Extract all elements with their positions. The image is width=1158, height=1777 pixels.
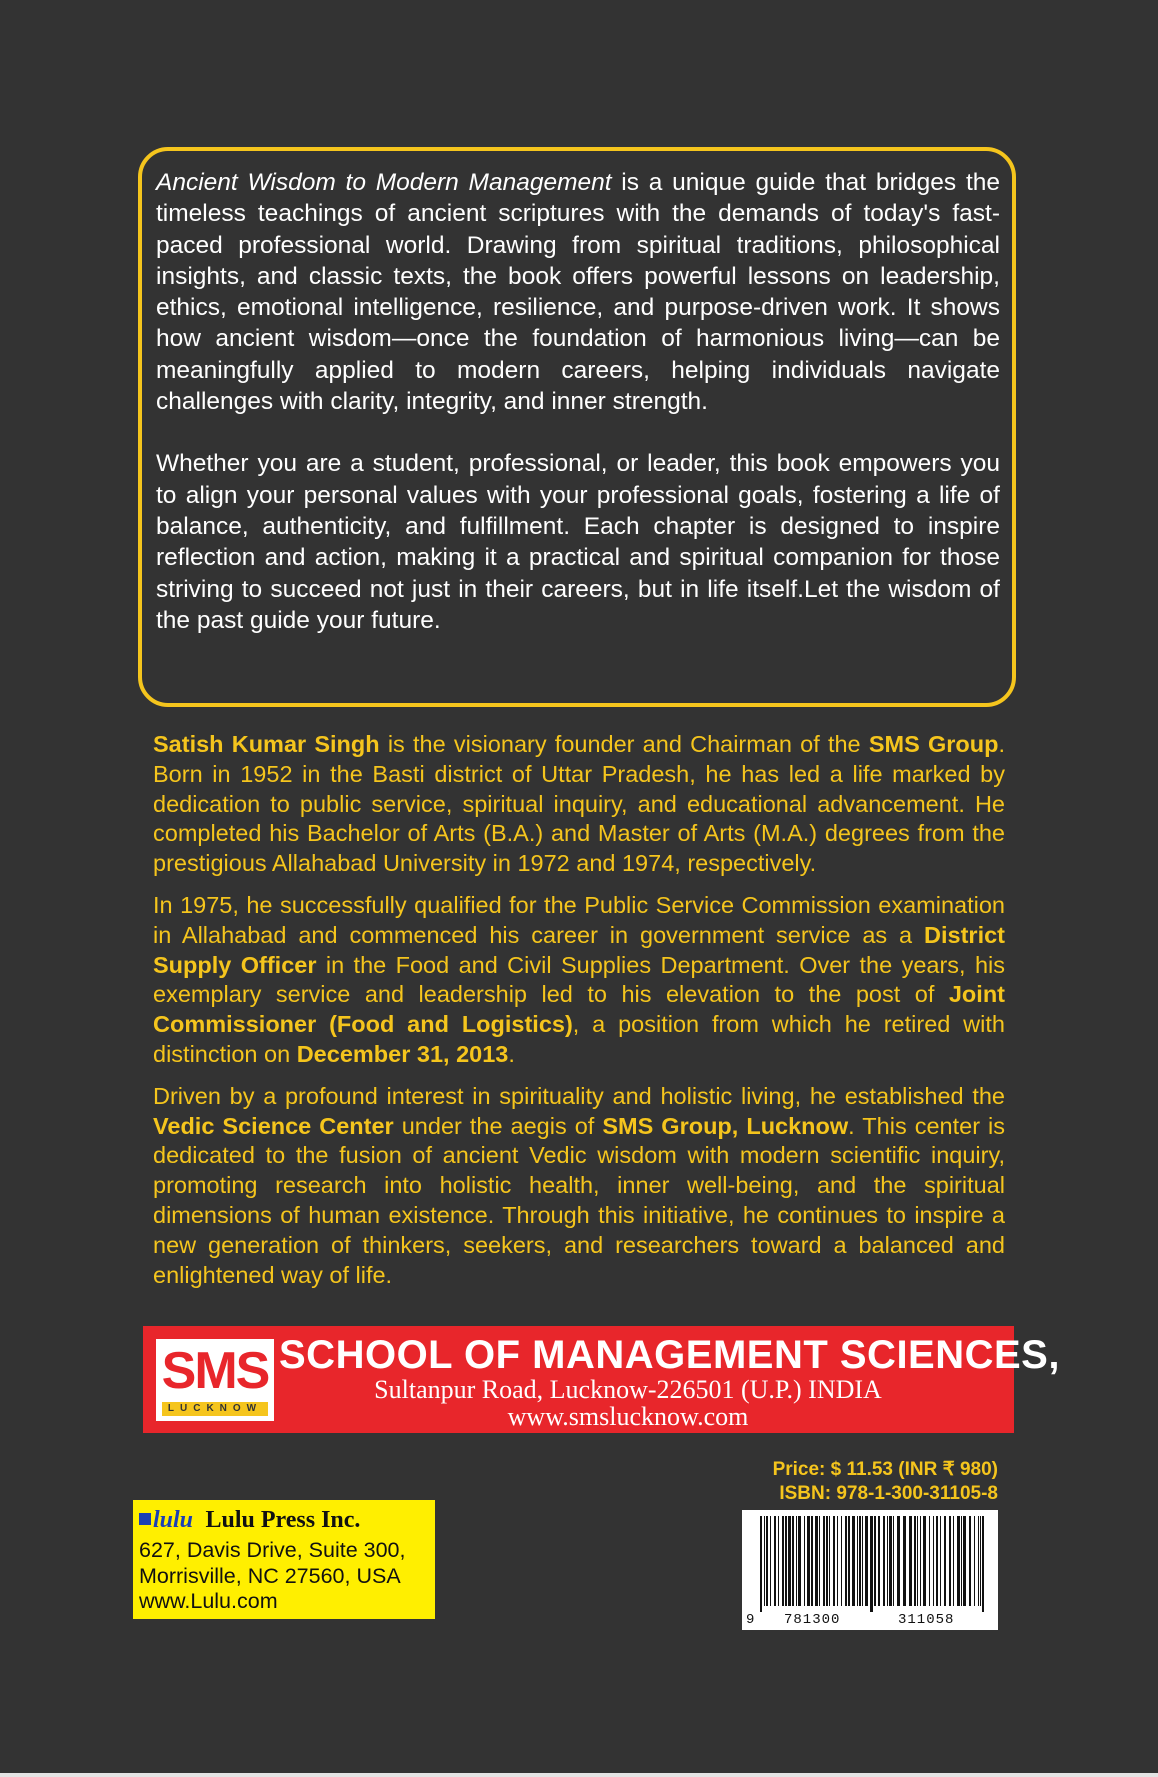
school-address: Sultanpur Road, Lucknow-226501 (U.P.) INDIA (374, 1375, 882, 1404)
bio-highlight: District Supply Officer (153, 921, 1005, 978)
bio-highlight: Joint Commissioner (Food and Logistics) (153, 981, 1005, 1038)
barcode-bar (961, 1516, 962, 1606)
barcode-bar (870, 1516, 873, 1612)
barcode-bar (785, 1516, 787, 1606)
publisher-address-line-1: 627, Davis Drive, Suite 300, (139, 1538, 406, 1562)
bio-text: , a position from which he retired with distinction on (153, 1011, 1005, 1067)
barcode-bar (865, 1516, 868, 1606)
barcode-bar (936, 1516, 938, 1606)
barcode-bar (893, 1516, 894, 1606)
barcode-bar (815, 1516, 818, 1606)
publisher-header (139, 1506, 360, 1536)
barcode-bar (887, 1516, 888, 1606)
lulu-logo-text: lulu (153, 1507, 194, 1533)
lulu-logo-square-icon (139, 1513, 151, 1525)
isbn-barcode (742, 1510, 998, 1630)
isbn-label: ISBN: 978-1-300-31105-8 (779, 1483, 998, 1504)
price-isbn (702, 1458, 998, 1506)
barcode-bar (841, 1516, 842, 1606)
bio-highlight: SMS Group, Lucknow (602, 1112, 849, 1139)
bio-text: under the aegis of (393, 1112, 603, 1139)
barcode-bar (874, 1516, 876, 1606)
barcode-bar (845, 1516, 847, 1606)
book-title: Ancient Wisdom to Modern Management (156, 169, 612, 196)
bio-text: Driven by a profound interest in spirituality and holistic living, he established the (153, 1082, 1005, 1109)
sms-logo (156, 1339, 274, 1421)
publisher-website: www.Lulu.com (139, 1589, 278, 1613)
barcode-bar (852, 1516, 855, 1606)
barcode-bar (766, 1516, 768, 1606)
barcode-bar (764, 1516, 765, 1606)
bio-paragraph-3 (153, 1082, 1005, 1291)
barcode-bar (978, 1516, 979, 1606)
bio-text: . This center is dedicated to the fusion of ancient Vedic wisdom with modern scientific inquiry, promoting research into holistic health, inner well-being, and the spiritual dimensions of human existence. Through this initiative, he continues to inspire a new generation of thinkers, seekers, and researchers toward a balanced and enlightened way of life. (153, 1112, 1006, 1288)
bio-text: is the visionary founder and Chairman of the (379, 731, 869, 757)
lulu-logo (139, 1506, 193, 1534)
barcode-bar (770, 1516, 771, 1606)
publisher-name: Lulu Press Inc. (205, 1507, 361, 1533)
bio-text: . Born in 1952 in the Basti district of Uttar Pradesh, he has led a life marked by dedication to public service, spiritual inquiry, and educational advancement. He completed his Bachelor of Arts (B.A.) and Master of Arts (M.A.) degrees from the prestigious Allahabad University in 1972 and 1974, respectively. (153, 731, 1005, 877)
barcode-numbers (742, 1612, 998, 1630)
barcode-bar (940, 1516, 941, 1606)
blurb-paragraph-1 (156, 167, 1000, 417)
bio-text: in the Food and Civil Supplies Department. Over the years, his exemplary service and leadership led to his elevation to the post of (153, 951, 1005, 1008)
barcode-bar (929, 1516, 930, 1606)
bio-highlight: December 31, 2013 (296, 1040, 509, 1067)
barcode-bar (774, 1516, 776, 1606)
author-bio (153, 730, 1005, 1290)
school-website: www.smslucknow.com (507, 1402, 749, 1431)
barcode-bar (957, 1516, 960, 1606)
price-label: Price: $ 11.53 (INR ₹ 980) (772, 1459, 998, 1480)
barcode-bar (862, 1516, 863, 1606)
barcode-bar (889, 1516, 892, 1606)
barcode-bar (778, 1516, 779, 1606)
publisher-box (133, 1500, 435, 1619)
sms-logo-city: LUCKNOW (162, 1402, 268, 1416)
barcode-bar (944, 1516, 946, 1606)
barcode-bar (980, 1516, 981, 1606)
barcode-bar (760, 1516, 762, 1612)
barcode-bar (819, 1516, 820, 1606)
barcode-bar (914, 1516, 916, 1606)
barcode-bar (859, 1516, 861, 1606)
bio-paragraph-1 (153, 730, 1005, 879)
blurb-text: is a unique guide that bridges the timeless teachings of ancient scriptures with the demands of today's fast-paced professional world. Drawing from spiritual traditions, philosophical insights, and classic texts, the book offers powerful lessons on leadership, ethics, emotional intelligence, resilience, and purpose-driven work. It shows how ancient wisdom—once the foundation of harmonious living—can be meaningfully applied to modern careers, helping individuals navigate challenges with clarity, integrity, and inner strength. (156, 169, 1001, 416)
publisher-address (139, 1538, 433, 1615)
barcode-bar (837, 1516, 838, 1606)
book-blurb-box (138, 147, 1016, 707)
barcode-bar (909, 1516, 912, 1606)
barcode-bar (982, 1516, 984, 1612)
bio-text: In 1975, he successfully qualified for the Public Service Commission examination in Allahabad and commenced his career in government service as a (153, 891, 1005, 948)
bottom-edge (0, 1773, 1158, 1777)
barcode-bar (969, 1516, 971, 1606)
barcode-bar (826, 1516, 828, 1606)
barcode-bar (963, 1516, 966, 1606)
barcode-bar (792, 1516, 794, 1606)
barcode-bar (823, 1516, 825, 1606)
barcode-bars (742, 1510, 998, 1612)
barcode-bar (857, 1516, 858, 1606)
barcode-bar (883, 1516, 885, 1606)
barcode-bar (917, 1516, 918, 1606)
bio-text: . (508, 1040, 515, 1067)
blurb-paragraph-2: Whether you are a student, professional, or leader, this book empowers you to align your personal values with your professional goals, fostering a life of balance, authenticity, and fulfillment. Each chapter is designed to inspire reflection and action, making it a practical and spiritual companion for those striving to succeed not just in their careers, but in life itself.Let the wisdom of the past guide your future. (156, 450, 1000, 634)
barcode-bar (807, 1516, 810, 1606)
author-name: Satish Kumar Singh (153, 731, 380, 757)
sms-logo-text: SMS (161, 1342, 269, 1400)
bio-highlight: Vedic Science Center (153, 1112, 394, 1139)
barcode-bar (811, 1516, 813, 1606)
school-banner (143, 1326, 1060, 1433)
barcode-bar (782, 1516, 784, 1606)
barcode-bar (878, 1516, 880, 1606)
barcode-bar (804, 1516, 805, 1606)
barcode-bar (953, 1516, 954, 1606)
barcode-bar (923, 1516, 926, 1606)
school-name: SCHOOL OF MANAGEMENT SCIENCES, (279, 1333, 1060, 1377)
barcode-bar (798, 1516, 801, 1606)
barcode-group-1: 781300 (784, 1612, 841, 1628)
barcode-bar (974, 1516, 975, 1606)
barcode-bar (949, 1516, 951, 1606)
bio-paragraph-2 (153, 891, 1005, 1070)
barcode-bar (903, 1516, 906, 1606)
barcode-bar (933, 1516, 934, 1606)
barcode-bar (788, 1516, 791, 1606)
barcode-group-2: 311058 (898, 1612, 955, 1628)
barcode-bar (829, 1516, 830, 1606)
barcode-bar (920, 1516, 921, 1606)
barcode-bar (796, 1516, 797, 1606)
barcode-digit-0: 9 (746, 1612, 755, 1628)
barcode-bar (833, 1516, 835, 1606)
barcode-bar (848, 1516, 850, 1606)
publisher-address-line-2: Morrisville, NC 27560, USA (139, 1563, 401, 1588)
barcode-bar (897, 1516, 900, 1606)
bio-highlight: SMS Group (868, 731, 999, 757)
